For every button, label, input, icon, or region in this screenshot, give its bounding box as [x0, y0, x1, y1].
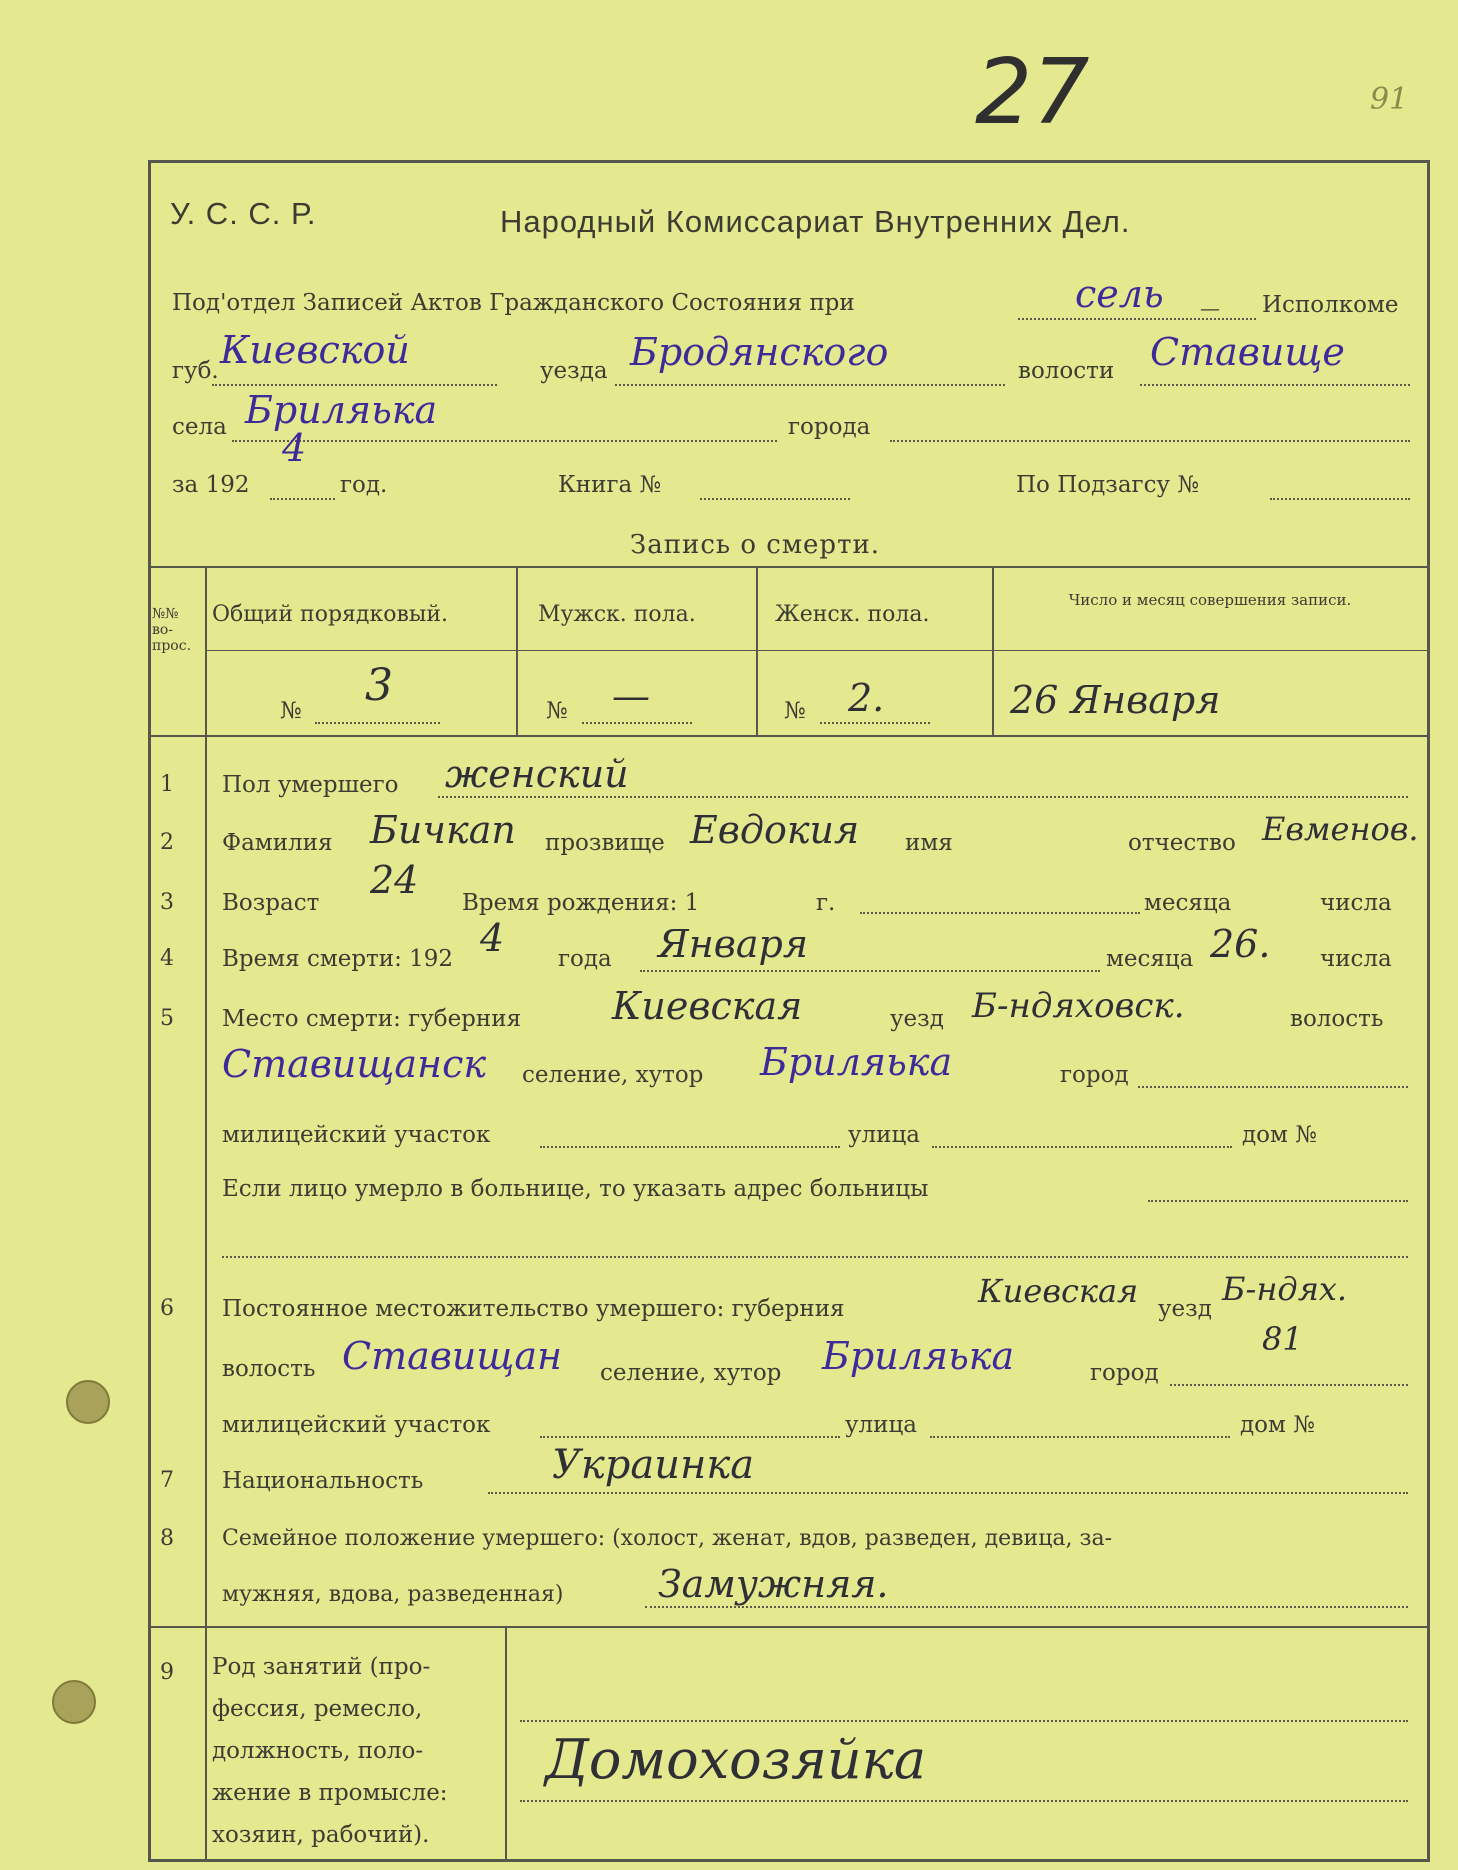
q3-birth-label: Время рождения: 1 — [462, 890, 700, 916]
q6-gorod-line — [1170, 1384, 1408, 1386]
col0-header: №№ во-прос. — [152, 606, 192, 654]
q5-milic-line — [540, 1146, 840, 1148]
year-value: 4 — [282, 426, 307, 470]
col3-header: Женск. пола. — [775, 602, 930, 627]
q1-line — [438, 796, 1408, 798]
val3-line — [820, 722, 930, 724]
selo-line — [232, 440, 777, 442]
punch-hole — [66, 1380, 110, 1424]
corner-number-annotation: 91 — [1370, 82, 1409, 117]
col4-header: Число и месяц совершения записи. — [1068, 591, 1352, 609]
podzags-line — [1270, 498, 1410, 500]
q2-otch-label: отчество — [1128, 830, 1236, 856]
q6-selenie-value: Бриляька — [822, 1334, 1015, 1378]
q9-label-line: хозяин, рабочий). — [212, 1822, 430, 1848]
q3-number: 3 — [160, 890, 174, 915]
uezd-label: уезда — [540, 358, 608, 384]
q5-uezd-label: уезд — [890, 1006, 944, 1032]
dash: — — [1200, 296, 1220, 320]
q2-otch-value: Евменов. — [1262, 810, 1419, 848]
q5-selenie-label: селение, хутор — [522, 1062, 704, 1088]
no-sign: № — [546, 698, 568, 724]
uezd-line — [615, 384, 1005, 386]
volost-line — [1140, 384, 1410, 386]
q2-prozv-value: Евдокия — [690, 808, 860, 852]
goroda-line — [890, 440, 1410, 442]
q9-label-line: жение в промысле: — [212, 1780, 448, 1806]
gub-line — [212, 384, 497, 386]
q5-selenie-value: Бриляька — [760, 1040, 953, 1084]
q4-death-label: Время смерти: 192 — [222, 946, 454, 972]
q3-age-label: Возраст — [222, 890, 320, 916]
q5-place-label: Место смерти: губерния — [222, 1006, 522, 1032]
volost-label: волости — [1018, 358, 1115, 384]
q5-volost-value: Ставищанск — [222, 1042, 487, 1086]
subdept-label: Под'отдел Записей Актов Гражданского Состояния при — [172, 290, 855, 316]
q4-number: 4 — [160, 946, 174, 971]
q6-res-label: Постоянное местожительство умершего: губерния — [222, 1296, 845, 1322]
q2-imya-label: имя — [905, 830, 953, 856]
q5-uezd-value: Б-ндяховск. — [972, 986, 1185, 1026]
q6-ulica-line — [930, 1436, 1230, 1438]
q1-number: 1 — [160, 772, 174, 797]
q6-uezd-extra: 81 — [1262, 1320, 1303, 1358]
q5-hosp-label: Если лицо умерло в больнице, то указать адрес больницы — [222, 1176, 929, 1202]
q9-label-line: Род занятий (про- — [212, 1654, 431, 1680]
q5-hosp-line2 — [222, 1256, 1408, 1258]
val2-line — [582, 722, 692, 724]
no-sign: № — [280, 698, 302, 724]
q9-label-line: фессия, ремесло, — [212, 1696, 423, 1722]
q9-col-border — [505, 1626, 507, 1862]
record-title: Запись о смерти. — [630, 530, 881, 560]
q3-line — [860, 912, 1140, 914]
col2-header: Мужск. пола. — [538, 602, 696, 627]
selo-value: Бриляька — [245, 388, 438, 432]
q2-prozv-label: прозвище — [545, 830, 665, 856]
q3-g-label: г. — [816, 890, 836, 916]
val3: 2. — [848, 676, 885, 720]
q2-fam-label: Фамилия — [222, 830, 333, 856]
col1-header: Общий порядковый. — [212, 602, 449, 627]
q7-label: Национальность — [222, 1468, 424, 1494]
za-label: за 192 — [172, 472, 250, 498]
q4-day-value: 26. — [1210, 922, 1271, 966]
q4-line — [640, 970, 1100, 972]
q6-gub-value: Киевская — [978, 1272, 1139, 1310]
q6-milic-label: милицейский участок — [222, 1412, 491, 1438]
q6-volost-value: Ставищан — [342, 1334, 563, 1378]
q1-value: женский — [445, 752, 629, 796]
q7-number: 7 — [160, 1468, 174, 1493]
podzags-label: По Подзагсу № — [1016, 472, 1200, 498]
col-border — [516, 566, 518, 735]
q5-ulica-line — [932, 1146, 1232, 1148]
q5-volost-label: волость — [1290, 1006, 1384, 1032]
q6-uezd-label: уезд — [1158, 1296, 1212, 1322]
kniga-line — [700, 498, 850, 500]
god-label: год. — [340, 472, 388, 498]
q8-number: 8 — [160, 1526, 174, 1551]
col-border — [756, 566, 758, 735]
subdept-suffix: Исполкоме — [1262, 292, 1399, 318]
q8-label-line1: Семейное положение умершего: (холост, женат, вдов, разведен, девица, за- — [222, 1526, 1113, 1551]
q6-number: 6 — [160, 1296, 174, 1321]
q5-hosp-line — [1148, 1200, 1408, 1202]
val1: 3 — [365, 660, 393, 711]
gub-value: Киевской — [220, 328, 410, 372]
ussr-heading: У. С. С. Р. — [170, 196, 317, 231]
q5-dom-label: дом № — [1242, 1122, 1317, 1148]
q6-uezd-value: Б-ндях. — [1222, 1270, 1348, 1308]
val4: 26 Января — [1010, 678, 1221, 722]
q6-selenie-label: селение, хутор — [600, 1360, 782, 1386]
volost-value: Ставище — [1150, 330, 1345, 374]
val2: — — [612, 674, 650, 718]
q9-top-border — [148, 1626, 1430, 1628]
col-border — [992, 566, 994, 735]
q5-ulica-label: улица — [848, 1122, 920, 1148]
q7-value: Украинка — [552, 1442, 755, 1488]
q9-line2 — [520, 1800, 1408, 1802]
page-number-annotation: 27 — [975, 40, 1090, 145]
q6-gorod-label: город — [1090, 1360, 1159, 1386]
q6-ulica-label: улица — [845, 1412, 917, 1438]
q5-gorod-label: город — [1060, 1062, 1129, 1088]
q7-line — [488, 1492, 1408, 1494]
selo-label: села — [172, 414, 227, 440]
val1-line — [315, 722, 440, 724]
q3-age-value: 24 — [370, 858, 419, 902]
q3-chisla-label: числа — [1320, 890, 1392, 916]
q3-mes-label: месяца — [1144, 890, 1232, 916]
subdept-line — [1018, 318, 1256, 320]
table-bottom-border — [148, 735, 1430, 737]
subdept-value: сель — [1075, 272, 1164, 316]
q6-milic-line — [540, 1436, 840, 1438]
no-sign: № — [784, 698, 806, 724]
punch-hole — [52, 1680, 96, 1724]
kniga-label: Книга № — [558, 472, 662, 498]
gub-label: губ. — [172, 358, 219, 384]
q5-milic-label: милицейский участок — [222, 1122, 491, 1148]
table-mid-line — [205, 650, 1430, 651]
q5-gub-value: Киевская — [612, 984, 803, 1028]
q9-value: Домохозяйка — [545, 1728, 927, 1791]
q4-month-value: Января — [658, 922, 808, 966]
num-column-border — [205, 566, 207, 1862]
q6-volost-label: волость — [222, 1356, 316, 1382]
year-line — [270, 498, 335, 500]
q8-value: Замужняя. — [658, 1562, 889, 1606]
q2-fam-value: Бичкап — [370, 808, 516, 852]
q1-label: Пол умершего — [222, 772, 399, 798]
q8-label-line2: мужняя, вдова, разведенная) — [222, 1582, 564, 1607]
q5-gorod-line — [1138, 1086, 1408, 1088]
q4-mes-label: месяца — [1106, 946, 1194, 972]
commissariat-heading: Народный Комиссариат Внутренних Дел. — [500, 204, 1131, 239]
q2-number: 2 — [160, 830, 174, 855]
q4-year-value: 4 — [480, 916, 505, 960]
q6-dom-label: дом № — [1240, 1412, 1315, 1438]
q8-line — [645, 1606, 1408, 1608]
q9-label — [212, 1646, 448, 1856]
q4-goda-label: года — [558, 946, 612, 972]
uezd-value: Бродянского — [630, 330, 889, 374]
q5-number: 5 — [160, 1006, 174, 1031]
q9-number: 9 — [160, 1660, 174, 1685]
goroda-label: города — [788, 414, 871, 440]
q9-line1 — [520, 1720, 1408, 1722]
q9-label-line: должность, поло- — [212, 1738, 424, 1764]
q4-chisla-label: числа — [1320, 946, 1392, 972]
table-top-border — [148, 566, 1430, 568]
